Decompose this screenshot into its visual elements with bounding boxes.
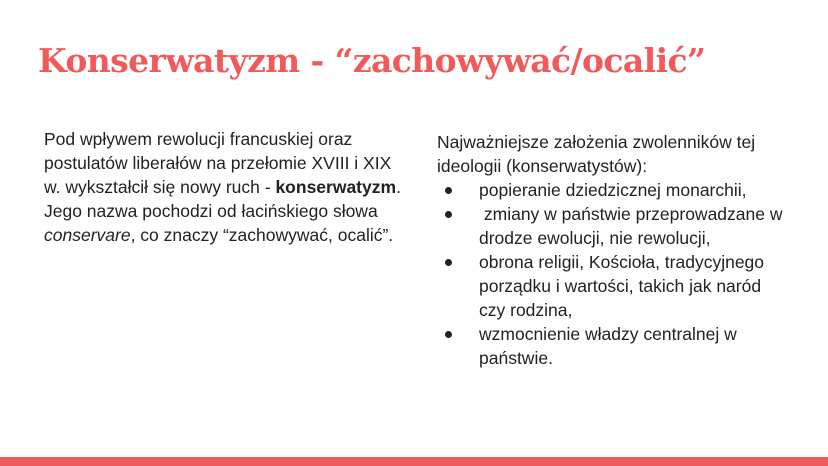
list-item	[479, 202, 787, 250]
bullet-icon	[445, 187, 452, 194]
italic-term-conservare: conservare	[44, 225, 131, 245]
list-item	[479, 178, 787, 202]
list-item-text: obrona religii, Kościoła, tradycyjnego porządku i wartości, takich jak naród czy rodzina,	[479, 252, 765, 320]
slide-title: Konserwatyzm - “zachowywać/ocalić”	[38, 41, 706, 80]
bottom-accent-bar	[0, 457, 828, 466]
list-item-text: wzmocnienie władzy centralnej w państwie.	[479, 324, 737, 368]
list-item-text: popieranie dziedzicznej monarchii,	[479, 180, 747, 200]
assumptions-list	[437, 178, 787, 370]
bold-term-konserwatyzm: konserwatyzm	[275, 177, 397, 197]
list-item	[479, 322, 787, 370]
list-item	[479, 250, 787, 322]
bullet-icon	[445, 259, 452, 266]
paragraph-intro: Pod wpływem rewolucji francuskiej oraz postulatów liberałów na przełomie XVIII i XIX w. wykształcił się nowy ruch -	[44, 129, 392, 197]
right-text-column	[437, 130, 787, 370]
right-lead-text: Najważniejsze założenia zwolenników tej ideologii (konserwatystów):	[437, 132, 756, 176]
paragraph-middle: . Jego nazwa pochodzi od łacińskiego słowa	[44, 177, 401, 221]
bullet-icon	[445, 211, 452, 218]
paragraph-ending: , co znaczy “zachowywać, ocalić”.	[130, 225, 394, 245]
left-text-column	[44, 127, 402, 247]
left-paragraph	[44, 127, 402, 247]
list-item-text: zmiany w państwie przeprowadzane w drodze ewolucji, nie rewolucji,	[479, 204, 788, 248]
bullet-icon	[445, 331, 452, 338]
